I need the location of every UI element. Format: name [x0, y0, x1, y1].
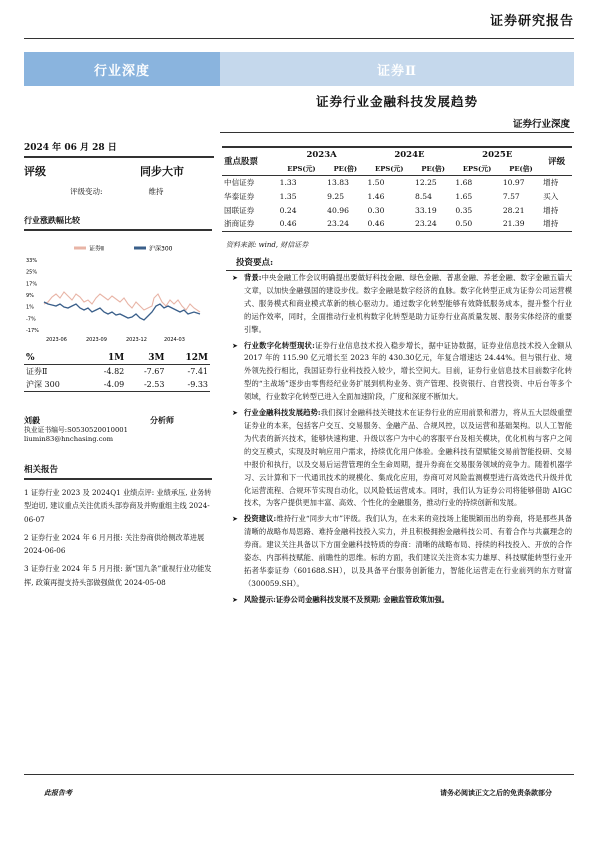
highlight-item	[232, 407, 572, 510]
highlight-lead: 背景:	[244, 273, 262, 282]
table-cell: 浙商证券	[222, 217, 278, 231]
highlight-lead: 投资建议:	[244, 514, 277, 524]
footer-disclaimer: 请务必阅读正文之后的免责条款部分	[440, 788, 552, 797]
analyst-name-row	[24, 416, 174, 426]
table-cell: 国联证券	[224, 205, 255, 215]
table-cell: 1.46	[367, 191, 385, 201]
related-reports-list	[24, 486, 212, 594]
key-stocks-table	[222, 146, 572, 232]
table-cell: 1.65	[455, 191, 473, 201]
table-row	[222, 175, 572, 189]
table-row	[222, 217, 572, 231]
table-cell: 增持	[541, 217, 572, 231]
report-title: 证券行业金融科技发展趋势	[315, 94, 478, 109]
trend-chart	[24, 242, 210, 346]
footer-rule	[24, 774, 574, 775]
highlight-text: 证券公司金融科技发展不及预期; 金融监管政策加强。	[275, 594, 449, 604]
table-header: 2025E	[453, 147, 541, 161]
table-source: 资料来源: wind, 财信证券	[226, 241, 309, 249]
highlights-body	[232, 272, 572, 610]
perf-header: %	[24, 352, 86, 365]
rating-change-row	[70, 186, 164, 197]
table-cell: 0.30	[367, 205, 385, 215]
analyst-cert: 执业证书编号:S0530520010001	[24, 425, 128, 434]
y-axis-ticks	[26, 258, 39, 334]
y-tick-label: 17%	[26, 281, 38, 288]
highlight-text: 中央金融工作会议明确提出要做好科技金融、绿色金融、普惠金融、养老金融、数字金融五篇大文章，以加快金融强国的建设步伐。数字金融是数字经济的血脉。数字化转型正成为证券公司运营模式、服务模式和商业模式革新的核心驱动力。通过数字化转型能够有效降低服务成本，提升整个行业的运作效率，同时，全面推动行业机构数字化转型是助力证券行业高质量发展、服务实体经济的重要引擎。	[244, 273, 572, 334]
table-cell: 1.35	[279, 191, 297, 201]
performance-table	[24, 352, 210, 392]
x-tick-label: 2023-09	[86, 337, 107, 343]
table-subheader: EPS(元)	[366, 161, 414, 175]
perf-cell: -7.67	[143, 367, 165, 376]
rating-row	[24, 163, 184, 179]
x-tick-label: 2023-06	[46, 337, 67, 343]
perf-header: 3M	[126, 352, 166, 365]
table-header: 重点股票	[222, 147, 278, 175]
table-cell: 1.33	[279, 177, 297, 187]
y-tick-label: -7%	[26, 316, 36, 323]
banner-left-tab: 行业深度	[24, 52, 220, 86]
table-cell: 12.25	[415, 177, 437, 187]
perf-cell: -9.33	[166, 378, 210, 392]
table-cell: 33.19	[415, 205, 437, 215]
table-cell: 0.46	[366, 217, 414, 231]
table-cell: 13.83	[327, 177, 349, 187]
table-cell: 买入	[543, 191, 559, 201]
table-row	[222, 189, 572, 203]
highlight-text: 我们探讨金融科技关键技术在证券行业的应用前景和潜力，将从五大层级重塑证券业的本来，包括客户交互、交易服务、金融产品、合规风控，以及运营和基础架构。以人工智能为代表的新兴技术，能够快速构建、升级以客户为中心的客服平台及相关模块，优化机构与客户之间的交互模式，实现及时响应用户需求，持续优化用户体验。金融科技有望赋能交易前智能投研、交易中报价和执行，以及交易后运营管理的全生命周期，提升券商在交易服务领域的竞争力。随着机器学习、云计算和下一代通讯技术的规模化、集成化应用，券商可对风险监测模型进行高效迭代升级并优化运营流程、合规环节实现自动化，以风险低运营成本。同时，我们认为证券公司将能够借助 AIGC 技术，为客户提供更加丰富、高效、个性化的金融服务，推动行业的持续创新和发展。	[244, 408, 572, 508]
banner-sector: 证券Ⅱ	[377, 63, 417, 79]
x-axis-ticks	[46, 337, 185, 343]
y-tick-label: 33%	[26, 258, 38, 264]
table-group-header-row	[222, 147, 572, 161]
table-cell: 华泰证券	[224, 191, 255, 201]
table-cell: 0.50	[453, 217, 501, 231]
series-line-sec	[44, 292, 200, 312]
table-subheader: PE(倍)	[501, 161, 541, 175]
related-reports-title: 相关报告	[24, 463, 212, 480]
table-cell: 0.24	[279, 205, 297, 215]
table-row	[222, 203, 572, 217]
report-type-title: 证券研究报告	[489, 14, 574, 29]
table-cell: 增持	[543, 205, 559, 215]
table-cell: 8.54	[415, 191, 432, 201]
highlight-lead: 风险提示:	[244, 594, 276, 604]
y-tick-label: 25%	[26, 269, 38, 276]
related-report-item[interactable]: 3 证券行业 2024 年 5 月月报: 新“国九条”重视行业功能发挥, 政策再提支持头部做强做优 2024-05-08	[24, 564, 212, 587]
highlights-title: 投资要点:	[226, 256, 572, 271]
perf-cell: -7.41	[187, 367, 208, 376]
table-header: 2024E	[366, 147, 454, 161]
report-subtitle: 证券行业深度	[512, 119, 570, 130]
subtitle-rule	[220, 132, 574, 133]
footer-left: 此报告考	[44, 788, 72, 797]
analyst-role: 分析师	[150, 415, 174, 425]
series-line-hs300	[44, 302, 200, 320]
highlight-text: 证券行业信息技术投入稳步增长，据中证协数据，证券业信息技术投入金额从 2017 年的 115.90 亿元增长至 2023 年的 430.30亿元，年复合增速达 24.44%。但与银行业、境外领先投行相比，我国证券行业科技投入较少，增长空间大。目前，证券行业信息技术目前数字化转型的“主战场”逐步由零售经纪业务扩展到机构业务、资产管理、投资银行、自营投资、中后台等多个领域，行业数字化转型已进入全面加速阶段，广度和深度不断加大。	[244, 340, 572, 402]
analyst-block	[24, 416, 212, 445]
perf-row	[24, 378, 210, 392]
header-rule	[24, 38, 574, 39]
table-cell: 增持	[543, 177, 559, 187]
table-cell: 1.68	[455, 177, 473, 187]
related-report-item[interactable]: 2 证券行业 2024 年 6 月月报: 关注券商供给侧改革进展 2024-06-06	[24, 532, 205, 556]
rating-value: 同步大市	[140, 165, 184, 178]
trend-title: 行业涨跌幅比较	[24, 215, 212, 231]
x-tick-label: 2024-03	[164, 337, 185, 343]
highlight-item	[232, 340, 572, 405]
table-subheader: EPS(元)	[278, 161, 326, 175]
chart-legend	[74, 245, 173, 253]
highlight-lead: 行业数字化转型现状:	[244, 340, 315, 350]
perf-header: 12M	[166, 352, 210, 365]
table-cell: 23.24	[413, 217, 453, 231]
highlight-item	[232, 594, 572, 607]
table-cell: 0.35	[455, 205, 473, 215]
perf-header-row	[24, 352, 210, 365]
table-cell: 10.97	[502, 177, 525, 187]
table-cell: 0.46	[278, 217, 326, 231]
y-tick-label: 1%	[26, 304, 34, 311]
perf-cell: 沪深 300	[24, 378, 86, 392]
table-header: 评级	[541, 147, 572, 175]
y-tick-label: -17%	[26, 328, 39, 334]
table-subheader: PE(倍)	[325, 161, 365, 175]
legend-label-sec: 证券Ⅱ	[89, 245, 104, 253]
table-cell: 21.39	[501, 217, 541, 231]
rating-change-value: 维持	[148, 187, 164, 196]
table-cell: 9.25	[327, 191, 345, 201]
table-cell: 23.24	[325, 217, 365, 231]
legend-label-hs300: 沪深300	[149, 245, 173, 253]
table-cell: 7.57	[502, 191, 520, 201]
highlight-text: 维持行业“同步大市”评级。我们认为，在未来的竞技场上能脱颖而出的券商，将是那些具备清晰的战略布局思路、难持金融科技投入实力，并且积极拥抱金融科技公司、有着合作与共赢理念的券商。建议关注具备以下方面金融科技特质的券商：清晰的战略布局、持续的科技投入、开放的合作姿态、内部科技赋能、前瞻性的思维。标的方面，我们建议关注资本实力雄厚、科技赋能转型行业开拓者华泰证券（601688.SH），以及具备平台服务创新能力，智能化运营走在行业前列的东方财富（300059.SH）。	[244, 514, 572, 588]
highlight-item	[232, 513, 572, 590]
table-subheader: EPS(元)	[453, 161, 501, 175]
table-cell: 中信证券	[224, 177, 255, 187]
perf-cell: -4.09	[86, 378, 126, 392]
perf-cell: 证券Ⅱ	[26, 367, 48, 376]
table-cell: 28.21	[502, 205, 525, 215]
table-subheader: PE(倍)	[413, 161, 453, 175]
perf-row	[24, 365, 210, 379]
highlight-item	[232, 272, 572, 337]
analyst-name: 刘毅	[24, 415, 40, 425]
x-tick-label: 2023-12	[126, 337, 147, 343]
report-date: 2024 年 06 月 28 日	[24, 140, 214, 158]
related-report-item[interactable]: 1 证券行业 2023 及 2024Q1 业绩点评: 业绩承压, 业务转型迫切, 建议重点关注优质头部券商及并购重组主线 2024-06-07	[24, 488, 212, 524]
perf-header: 1M	[86, 352, 126, 365]
table-cell: 1.50	[367, 177, 385, 187]
table-header: 2023A	[278, 147, 366, 161]
y-tick-label: 9%	[26, 293, 34, 299]
analyst-email[interactable]: liumin83@hnchasing.com	[24, 435, 114, 443]
table-cell: 40.96	[327, 205, 349, 215]
perf-cell: -2.53	[126, 378, 166, 392]
rating-change-label: 评级变动:	[70, 187, 103, 196]
perf-cell: -4.82	[103, 367, 125, 376]
rating-label: 评级	[24, 165, 46, 178]
highlight-lead: 行业金融科技发展趋势:	[244, 408, 321, 418]
